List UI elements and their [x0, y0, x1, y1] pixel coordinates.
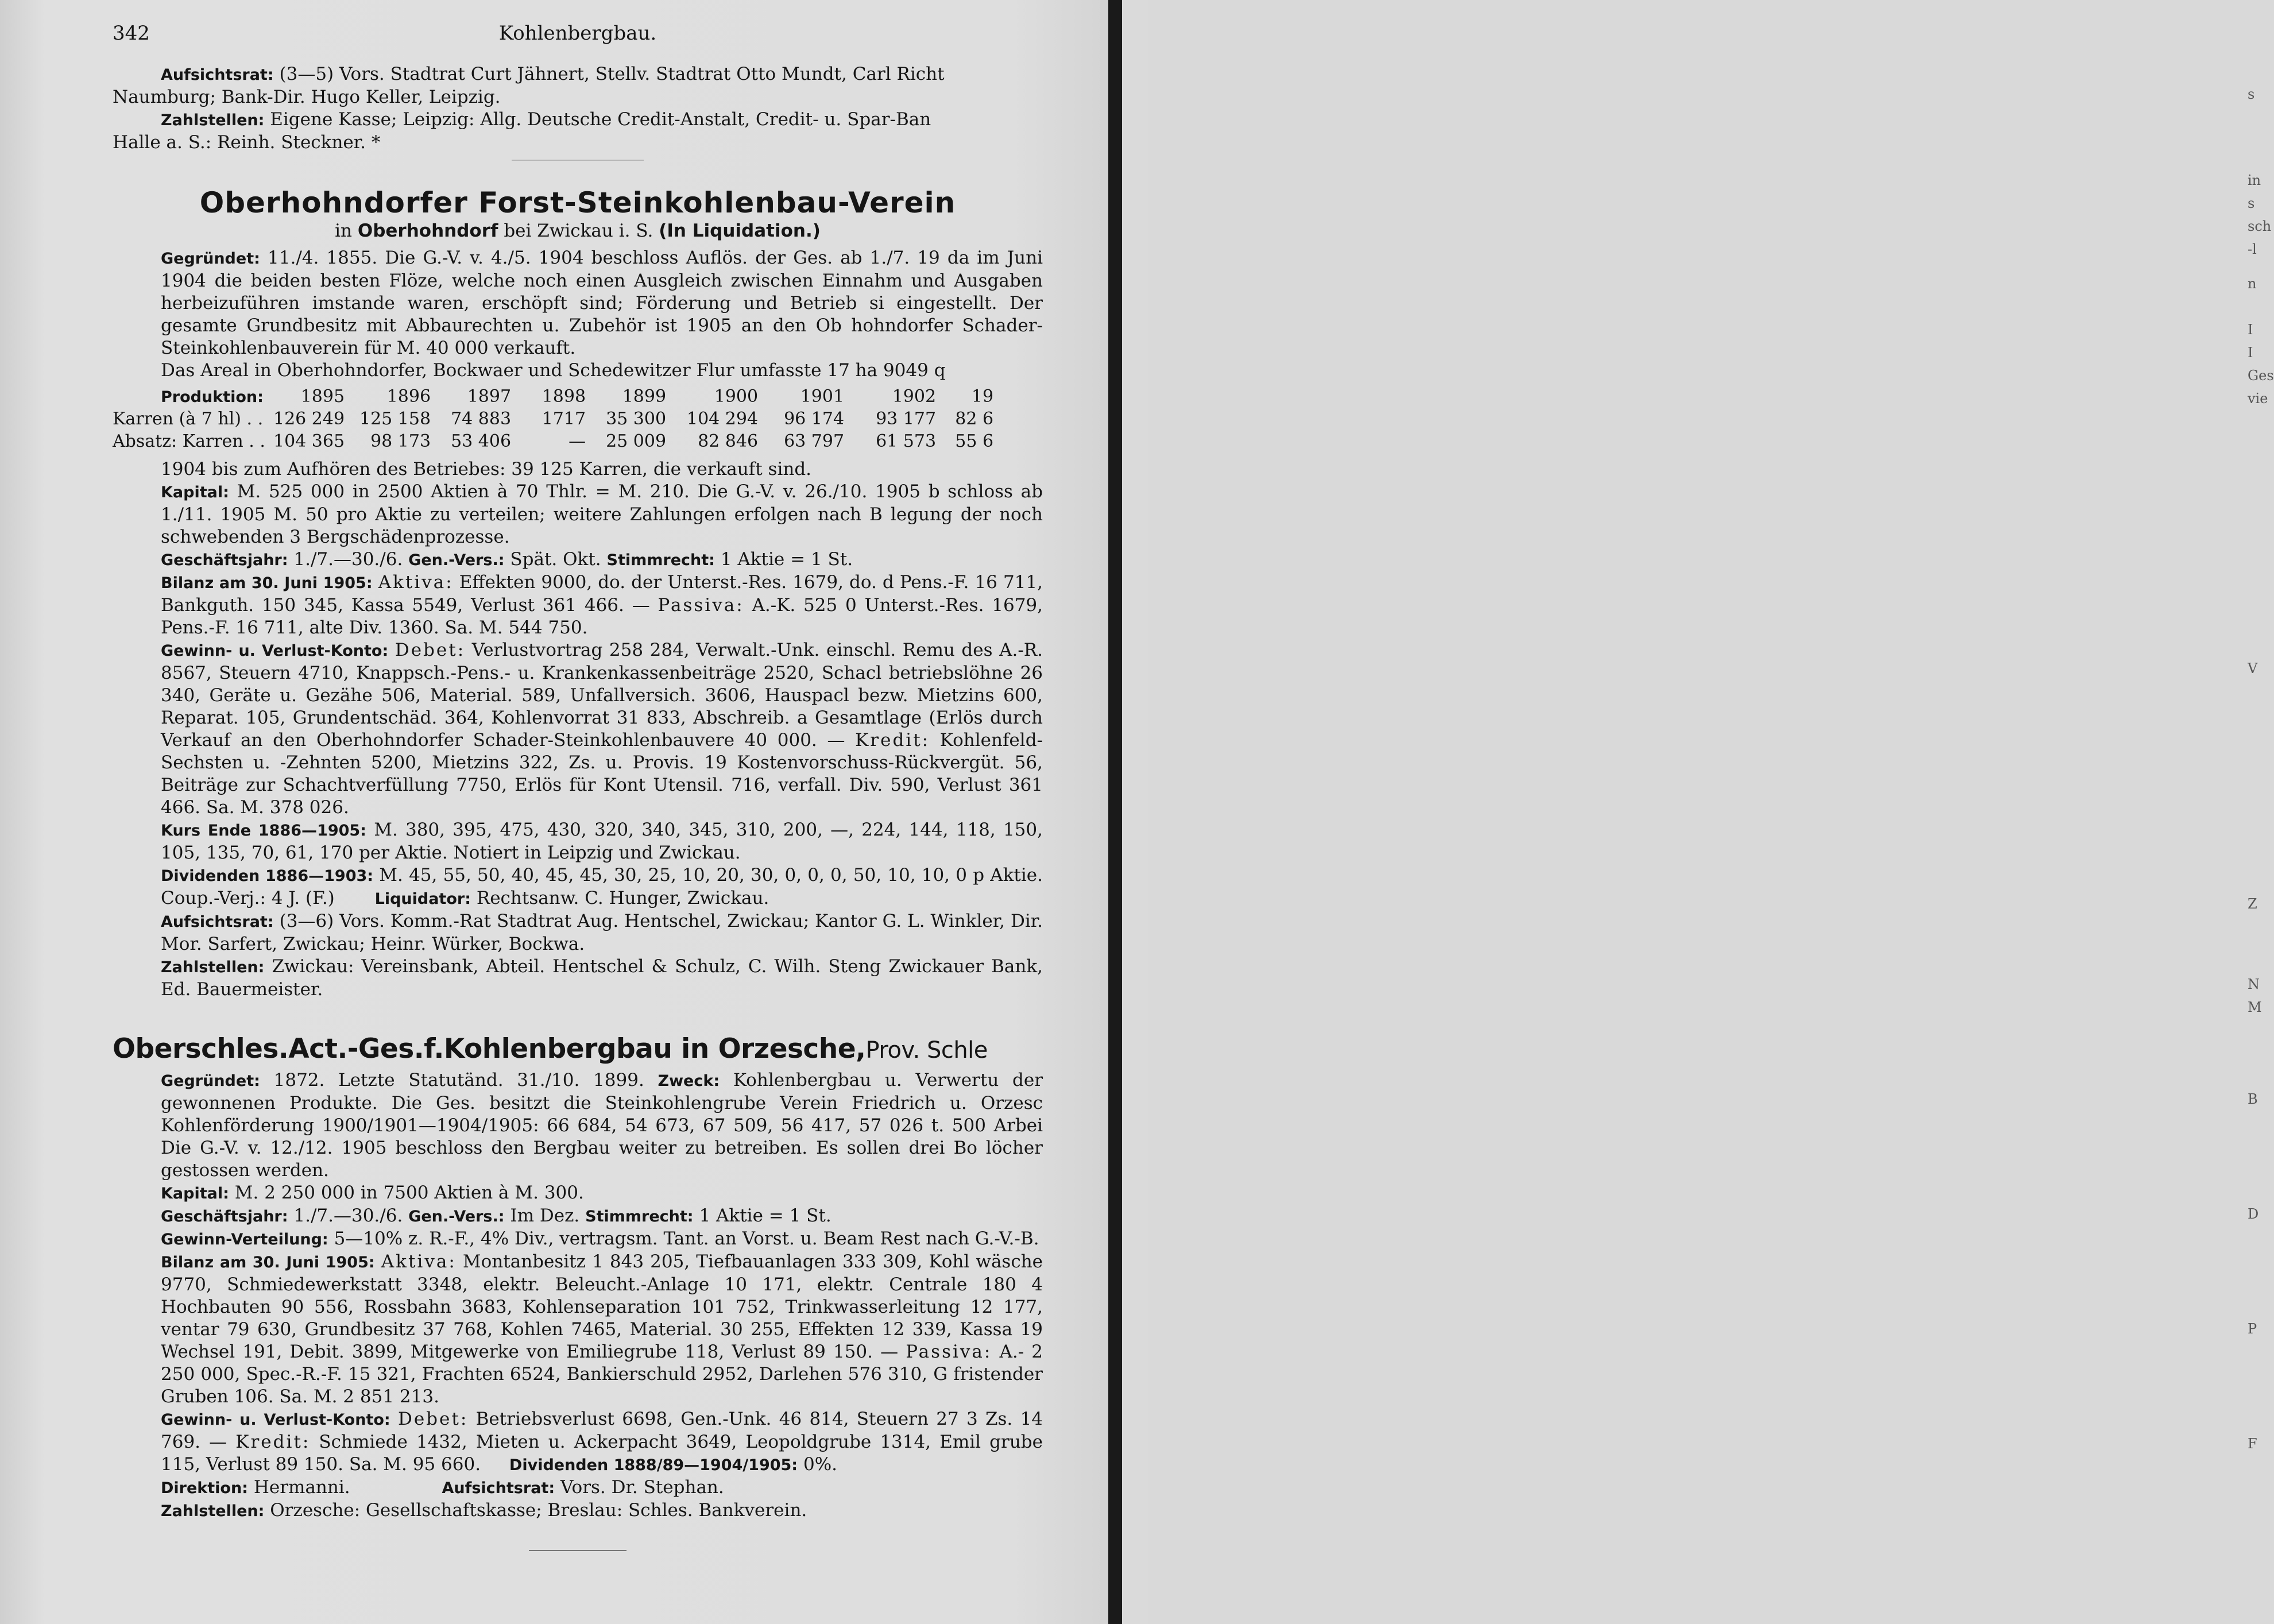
table-cell: 104 294 [687, 409, 759, 429]
gegruendet-paragraph: Gegründet: 11./4. 1855. Die G.-V. v. 4./5. 1904 beschloss Auflös. der Ges. ab 1./7. 19 da im Juni 1904 die beiden besten Flöze, welche noch einen Ausgleich zwischen Einnahm und Ausgaben herbeizuführen imstande waren, erschöpft sind; Förderung und Betrieb si eingestellt. Der gesamte Grundbesitz mit Abbaurechten u. Zubehör ist 1905 an den Ob hohndorfer Schader-Steinkohlenbauverein für M. 40 000 verkauft. [161, 248, 1043, 358]
zahlstellen-paragraph: Zahlstellen: Zwickau: Vereinsbank, Abteil. Hentschel & Schulz, C. Wilh. Steng Zwickauer Bank, Ed. Bauermeister. [161, 956, 1043, 1000]
aufsichtsrat-paragraph: Aufsichtsrat: (3—6) Vors. Komm.-Rat Stadtrat Aug. Hentschel, Zwickau; Kantor G. L. Winkler, Dir. Mor. Sarfert, Zwickau; Heinr. Würker, Bockwa. [161, 911, 1043, 954]
margin-fragment: I [2248, 345, 2253, 361]
margin-fragment: s [2248, 86, 2255, 102]
betrieb-paragraph: 1904 bis zum Aufhören des Betriebes: 39 125 Karren, die verkauft sind. [161, 459, 812, 480]
margin-fragment: -l [2248, 241, 2257, 257]
table-cell: 1899 [622, 386, 667, 407]
areal-paragraph: Das Areal in Oberhohndorfer, Bockwaer und Schedewitzer Flur umfasste 17 ha 9049 q [161, 360, 946, 381]
table-row [113, 430, 993, 453]
aufsichtsrat-line-cont: Naumburg; Bank-Dir. Hugo Keller, Leipzig. [113, 87, 501, 107]
page-header [113, 16, 1043, 51]
entry-orzesche [113, 1033, 1043, 1522]
table-cell: 1901 [800, 386, 845, 407]
geschaeftsjahr-line: Geschäftsjahr: 1./7.—30./6. Gen.-Vers.: Spät. Okt. Stimmrecht: 1 Aktie = 1 St. [161, 549, 853, 570]
gegruendet-paragraph: Gegründet: 1872. Letzte Statutänd. 31./10. 1899. Zweck: Kohlenbergbau u. Verwertu der gewonnenen Produkte. Die Ges. besitzt die Steinkohlengrube Verein Friedrich u. Orzesc Kohlenförderung 1900/1901—1904/1905: 66 684, 54 673, 67 509, 56 417, 57 026 t. 500 Arbei Die G.-V. v. 12./12. 1905 beschloss den Bergbau weiter zu betreiben. Es sollen drei Bo löcher gestossen werden. [161, 1070, 1043, 1181]
zahlstellen-line-cont: Halle a. S.: Reinh. Steckner. * [113, 132, 381, 153]
table-cell: 93 177 [876, 409, 937, 429]
table-cell: 1902 [892, 386, 937, 407]
table-cell: 1717 [542, 409, 586, 429]
margin-fragment: N [2248, 976, 2260, 992]
table-cell: 35 300 [606, 409, 667, 429]
kapital-paragraph: Kapital: M. 525 000 in 2500 Aktien à 70 Thlr. = M. 210. Die G.-V. v. 26./10. 1905 b schloss ab 1./11. 1905 M. 50 pro Aktie zu verteilen; weitere Zahlungen erfolgen nach B legung der noch schwebenden 3 Bergschädenprozesse. [161, 481, 1043, 547]
table-cell: 25 009 [606, 431, 667, 451]
page-gutter [1108, 0, 1122, 1624]
running-head: Kohlenbergbau. [498, 22, 657, 45]
margin-fragment: vie [2248, 390, 2268, 407]
entry-title: Oberschles.Act.-Ges.f.Kohlenbergbau in Orzesche,Prov. Schle [113, 1033, 988, 1065]
divider [529, 1550, 626, 1551]
entry-title: Oberhohndorfer Forst-Steinkohlenbau-Verein [199, 186, 956, 219]
aufsichtsrat-line: Aufsichtsrat: (3—5) Vors. Stadtrat Curt Jähnert, Stellv. Stadtrat Otto Mundt, Carl Richt [161, 64, 945, 84]
kapital-paragraph: Kapital: M. 2 250 000 in 7500 Aktien à M. 300. [161, 1182, 584, 1203]
table-cell: 96 174 [784, 409, 845, 429]
divider [512, 160, 644, 161]
bilanz-paragraph: Bilanz am 30. Juni 1905: Aktiva: Effekten 9000, do. der Unterst.-Res. 1679, do. d Pens.-F. 16 711, Bankguth. 150 345, Kassa 5549, Verlust 361 466. — Passiva: A.-K. 525 0 Unterst.-Res. 1679, Pens.-F. 16 711, alte Div. 1360. Sa. M. 544 750. [161, 572, 1043, 638]
bilanz-paragraph: Bilanz am 30. Juni 1905: Aktiva: Montanbesitz 1 843 205, Tiefbauanlagen 333 309, Kohl wäsche 9770, Schmiedewerkstatt 3348, elektr. Beleucht.-Anlage 10 171, elektr. Centrale 180 4 Hochbauten 90 556, Rossbahn 3683, Kohlenseparation 101 752, Trinkwasserleitung 12 177, ventar 79 630, Grundbesitz 37 768, Kohlen 7465, Material. 30 255, Effekten 12 339, Kassa 19 Wechsel 191, Debit. 3899, Mitgewerke von Emiliegrube 118, Verlust 89 150. — Passiva: A.- 2 250 000, Spec.-R.-F. 15 321, Frachten 6524, Bankierschuld 2952, Darlehen 576 310, G fristender Gruben 106. Sa. M. 2 851 213. [161, 1251, 1043, 1407]
table-cell: 63 797 [784, 431, 845, 451]
table-cell: 61 573 [876, 431, 937, 451]
entry-subtitle: in Oberhohndorf bei Zwickau i. S. (In Liquidation.) [335, 221, 821, 241]
entry-oberhohndorf [113, 186, 1043, 1001]
margin-fragment: D [2248, 1206, 2259, 1222]
zahlstellen-line: Zahlstellen: Eigene Kasse; Leipzig: Allg. Deutsche Credit-Anstalt, Credit- u. Spar-Ban [161, 109, 931, 130]
margin-fragment: B [2248, 1091, 2258, 1107]
dividenden-paragraph: Dividenden 1886—1903: M. 45, 55, 50, 40, 45, 45, 30, 25, 10, 20, 30, 0, 0, 0, 50, 10, 10, 0 p Aktie. Coup.-Verj.: 4 J. (F.) Liquidator: Rechtsanw. C. Hunger, Zwickau. [161, 865, 1043, 908]
produktion-table [113, 385, 993, 453]
table-cell: 19 [971, 386, 994, 407]
previous-entry-tail [113, 63, 1043, 154]
margin-fragment: sch [2248, 218, 2272, 234]
margin-fragment: I [2248, 322, 2253, 338]
page-content [113, 16, 1043, 1551]
table-cell: 1897 [467, 386, 512, 407]
margin-fragment: in [2248, 172, 2261, 188]
table-cell: 104 365 [273, 431, 345, 451]
geschaeftsjahr-line: Geschäftsjahr: 1./7.—30./6. Gen.-Vers.: Im Dez. Stimmrecht: 1 Aktie = 1 St. [161, 1205, 832, 1226]
table-cell: — [568, 431, 586, 451]
row-label: Absatz: Karren . . [113, 431, 265, 451]
table-cell: 82 846 [698, 431, 759, 451]
margin-fragment: P [2248, 1321, 2257, 1337]
table-cell: 1900 [714, 386, 759, 407]
table-cell: 98 173 [370, 431, 431, 451]
table-cell: 1895 [300, 386, 345, 407]
margin-fragment: V [2248, 660, 2258, 676]
margin-fragment: Z [2248, 896, 2257, 912]
margin-fragment: Ges [2248, 368, 2274, 384]
guv-paragraph: Gewinn- u. Verlust-Konto: Debet: Betriebsverlust 6698, Gen.-Unk. 46 814, Steuern 27 3 Zs. 14 769. — Kredit: Schmiede 1432, Mieten u. Ackerpacht 3649, Leopoldgrube 1314, Emil grube 115, Verlust 89 150. Sa. M. 95 660. Dividenden 1888/89—1904/1905: 0%. [161, 1409, 1043, 1475]
table-cell: 126 249 [273, 409, 345, 429]
produktion-header-row: Produktion: 1895 1896 1897 1898 1899 1900 1901 1902 19 [161, 386, 994, 407]
margin-fragment: F [2248, 1436, 2257, 1452]
direktion-line: Direktion: Hermanni. Aufsichtsrat: Vors. Dr. Stephan. [161, 1477, 724, 1498]
margin-fragment: s [2248, 195, 2255, 211]
page-number: 342 [113, 22, 150, 45]
table-cell: 1896 [386, 386, 431, 407]
table-row [113, 408, 993, 430]
gewinn-verteilung-paragraph: Gewinn-Verteilung: 5—10% z. R.-F., 4% Div., vertragsm. Tant. an Vorst. u. Beam Rest nach G.-V.-B. [161, 1228, 1039, 1249]
facing-page-edge [1122, 0, 2274, 1624]
margin-fragment: M [2248, 999, 2262, 1015]
table-cell: 125 158 [359, 409, 431, 429]
row-label: Karren (à 7 hl) . . [113, 409, 264, 429]
table-cell: 55 6 [955, 431, 994, 451]
table-cell: 82 6 [955, 409, 994, 429]
kurs-paragraph: Kurs Ende 1886—1905: M. 380, 395, 475, 430, 320, 340, 345, 310, 200, —, 224, 144, 118, 150, 105, 135, 70, 61, 170 per Aktie. Notiert in Leipzig und Zwickau. [161, 819, 1043, 863]
zahlstellen-paragraph: Zahlstellen: Orzesche: Gesellschaftskasse; Breslau: Schles. Bankverein. [161, 1500, 807, 1521]
table-cell: 1898 [542, 386, 586, 407]
table-cell: 74 883 [451, 409, 512, 429]
guv-paragraph: Gewinn- u. Verlust-Konto: Debet: Verlustvortrag 258 284, Verwalt.-Unk. einschl. Remu des A.-R. 8567, Steuern 4710, Knappsch.-Pens.- u. Krankenkassenbeiträge 2520, Schacl betriebslöhne 26 340, Geräte u. Gezähe 506, Material. 589, Unfallversich. 3606, Hauspacl bezw. Mietzins 600, Reparat. 105, Grundentschäd. 364, Kohlenvorrat 31 833, Abschreib. a Gesamtlage (Erlös durch Verkauf an den Oberhohndorfer Schader-Steinkohlenbauvere 40 000. — Kredit: Kohlenfeld-Sechsten u. -Zehnten 5200, Mietzins 322, Zs. u. Provis. 19 Kostenvorschuss-Rückvergüt. 56, Beiträge zur Schachtverfüllung 7750, Erlös für Kont Utensil. 716, verfall. Div. 590, Verlust 361 466. Sa. M. 378 026. [161, 640, 1043, 818]
table-cell: 53 406 [451, 431, 512, 451]
margin-fragment: n [2248, 276, 2257, 292]
